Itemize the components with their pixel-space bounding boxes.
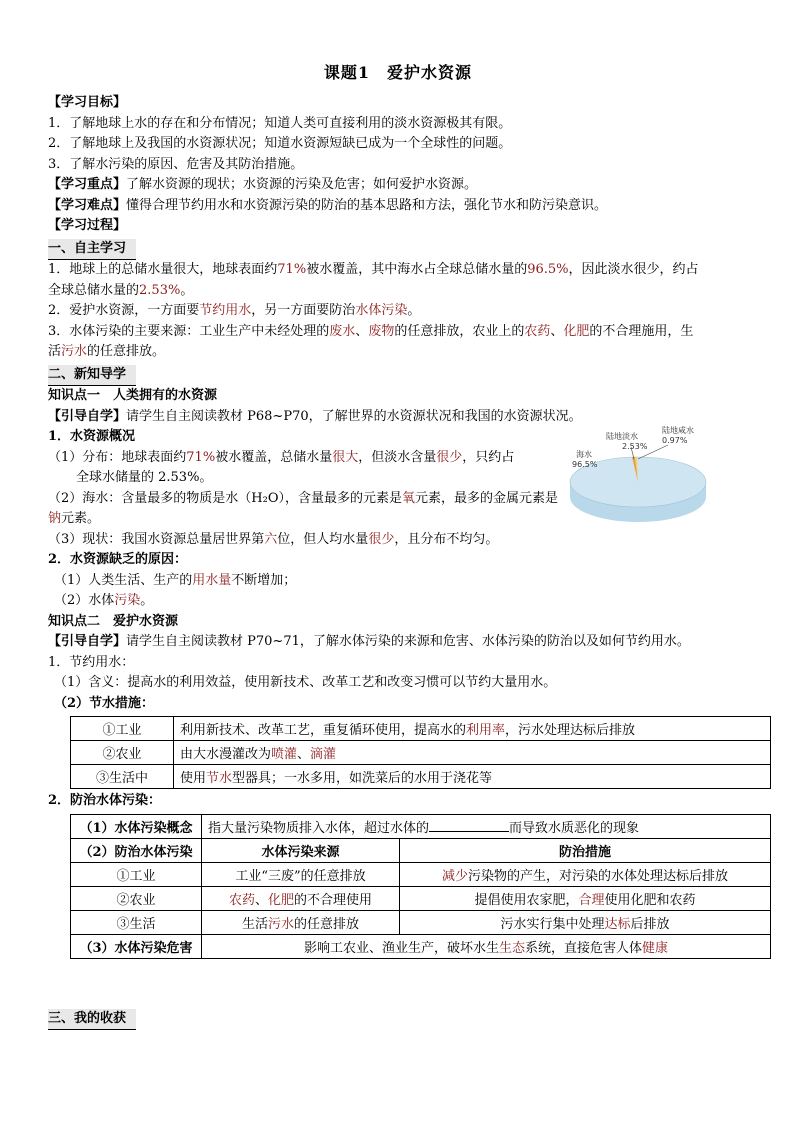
guide-2: 【引导自学】请学生自主阅读教材 P70~71，了解水体污染的来源和危害、水体污染的防治以及如何节约用水。 bbox=[48, 634, 690, 649]
agriculture-prevention: 提倡使用农家肥，合理使用化肥和农药 bbox=[400, 886, 771, 910]
col-header-measure: 防治措施 bbox=[400, 838, 771, 862]
table-row bbox=[71, 838, 771, 862]
agriculture-source: 农药、化肥的不合理使用 bbox=[202, 886, 400, 910]
self-study-item-3-cont: 活污水的任意排放。 bbox=[48, 344, 166, 359]
table-row bbox=[71, 934, 771, 958]
row-label-daily-life: ③生活 bbox=[71, 910, 202, 934]
salt-water-value: 0.97% bbox=[662, 436, 688, 445]
agriculture-measure: 由大水漫灌改为喷灌、滴灌 bbox=[174, 741, 771, 765]
save-water-measures-heading: （2）节水措施： bbox=[54, 695, 155, 711]
key-label: 【学习重点】 bbox=[48, 177, 127, 192]
daily-life-prevention: 污水实行集中处理达标后排放 bbox=[400, 910, 771, 934]
distribution-line: （1）分布：地球表面约71%被水覆盖，总储水量很大，但淡水含量很少，只约占 bbox=[48, 449, 515, 465]
fresh-water-label: 陆地淡水 bbox=[606, 432, 638, 441]
save-water-heading: 1．节约用水： bbox=[48, 654, 135, 670]
distribution-line-cont: 全球水储量的 2.53%。 bbox=[76, 470, 213, 485]
section-new-knowledge: 二、新知导学 bbox=[48, 365, 136, 387]
water-saving-table bbox=[70, 716, 771, 789]
industry-prevention: 减少污染物的产生，对污染的水体处理达标后排放 bbox=[400, 862, 771, 886]
row-label-industry: ①工业 bbox=[71, 717, 174, 741]
difficulty-text: 懂得合理节约用水和水资源污染的防治的基本思路和方法，强化节水和防污染意识。 bbox=[126, 197, 608, 213]
self-study-item-1-cont: 全球总储水量的2.53%。 bbox=[48, 282, 194, 298]
salt-water-label: 陆地咸水 bbox=[662, 426, 694, 435]
table-row bbox=[71, 886, 771, 910]
page-title: 课题1 爱护水资源 bbox=[323, 63, 473, 82]
self-study-item-2: 2．爱护水资源，一方面要节约用水，另一方面要防治水体污染。 bbox=[48, 303, 421, 318]
industry-source: 工业“三废”的任意排放 bbox=[202, 862, 400, 886]
table-row bbox=[71, 862, 771, 886]
self-study-item-1: 1．地球上的总储水量很大，地球表面约71%被水覆盖，其中海水占全球总储水量的96.5%，因此淡水很少，约占 bbox=[48, 262, 699, 277]
knowledge-point-2-title: 知识点二 爱护水资源 bbox=[48, 613, 179, 629]
pollution-concept-text: 指大量污染物质排入水体，超过水体的 而导致水质恶化的现象 bbox=[202, 814, 771, 838]
save-water-meaning: （1）含义：提高水的利用效益，使用新技术、改革工艺和改变习惯可以节约大量用水。 bbox=[54, 675, 557, 690]
status-line: （3）现状：我国水资源总量居世界第六位，但人均水量很少，且分布不均匀。 bbox=[48, 531, 499, 547]
goal-item: 1．了解地球上水的存在和分布情况；知道人类可直接利用的淡水资源极其有限。 bbox=[48, 115, 512, 131]
pollution-table bbox=[70, 814, 771, 959]
water-overview-heading: 1．水资源概况 bbox=[48, 429, 136, 444]
goal-item: 3．了解水污染的原因、危害及其防治措施。 bbox=[48, 156, 304, 172]
row-label-agriculture: ②农业 bbox=[71, 741, 174, 765]
table-row bbox=[71, 910, 771, 934]
row-label-industry: ①工业 bbox=[71, 862, 202, 886]
table-row bbox=[71, 765, 771, 789]
table-row bbox=[71, 741, 771, 765]
worksheet-page bbox=[48, 60, 748, 1030]
industry-measure: 利用新技术、改革工艺，重复循环使用，提高水的利用率，污水处理达标后排放 bbox=[174, 717, 771, 741]
seawater-value: 96.5% bbox=[572, 460, 598, 469]
prevention-label: （2）防治水体污染 bbox=[71, 838, 202, 862]
seawater-line-cont: 钠元素。 bbox=[48, 511, 101, 526]
row-label-daily-life: ③生活中 bbox=[71, 765, 174, 789]
difficulty-label: 【学习难点】 bbox=[48, 197, 127, 213]
process-header: 【学习过程】 bbox=[48, 218, 127, 233]
goals-header: 【学习目标】 bbox=[48, 95, 127, 110]
fresh-water-value: 2.53% bbox=[622, 442, 648, 451]
pollution-harm-label: （3）水体污染危害 bbox=[71, 934, 202, 958]
self-study-item-3: 3．水体污染的主要来源：工业生产中未经处理的废水、废物的任意排放，农业上的农药、化肥的不合理施用，生 bbox=[48, 323, 694, 339]
goal-item: 2．了解地球上及我国的水资源状况；知道水资源短缺已成为一个全球性的问题。 bbox=[48, 136, 512, 151]
seawater-line: （2）海水：含量最多的物质是水（H₂O），含量最多的元素是氧元素，最多的金属元素是 bbox=[48, 490, 559, 506]
table-row bbox=[71, 814, 771, 838]
section-my-gains: 三、我的收获 bbox=[48, 1009, 136, 1031]
knowledge-point-1-title: 知识点一 人类拥有的水资源 bbox=[48, 388, 218, 403]
daily-life-measure: 使用节水型器具；一水多用，如洗菜后的水用于浇花等 bbox=[174, 765, 771, 789]
pollution-prevention-heading: 2．防治水体污染： bbox=[48, 793, 162, 808]
reason-2: （2）水体污染。 bbox=[54, 593, 154, 608]
water-distribution-pie-figure bbox=[558, 385, 708, 530]
pollution-concept-label: （1）水体污染概念 bbox=[71, 814, 202, 838]
table-row bbox=[71, 717, 771, 741]
difficult-points bbox=[48, 196, 748, 217]
key-points bbox=[48, 175, 748, 196]
seawater-label: 海水 bbox=[576, 450, 592, 459]
pollution-harm-text: 影响工农业、渔业生产，破坏水生生态系统，直接危害人体健康 bbox=[202, 934, 771, 958]
daily-life-source: 生活污水的任意排放 bbox=[202, 910, 400, 934]
guide-1: 【引导自学】请学生自主阅读教材 P68~P70，了解世界的水资源状况和我国的水资源状况。 bbox=[48, 408, 582, 424]
key-text: 了解水资源的现状；水资源的污染及危害；如何爱护水资源。 bbox=[126, 177, 478, 192]
section-self-study: 一、自主学习 bbox=[48, 239, 136, 261]
row-label-agriculture: ②农业 bbox=[71, 886, 202, 910]
col-header-source: 水体污染来源 bbox=[202, 838, 400, 862]
shortage-reasons-heading: 2．水资源缺乏的原因： bbox=[48, 552, 188, 567]
reason-1: （1）人类生活、生产的用水量不断增加； bbox=[54, 572, 297, 588]
answer-blank[interactable] bbox=[429, 819, 509, 832]
